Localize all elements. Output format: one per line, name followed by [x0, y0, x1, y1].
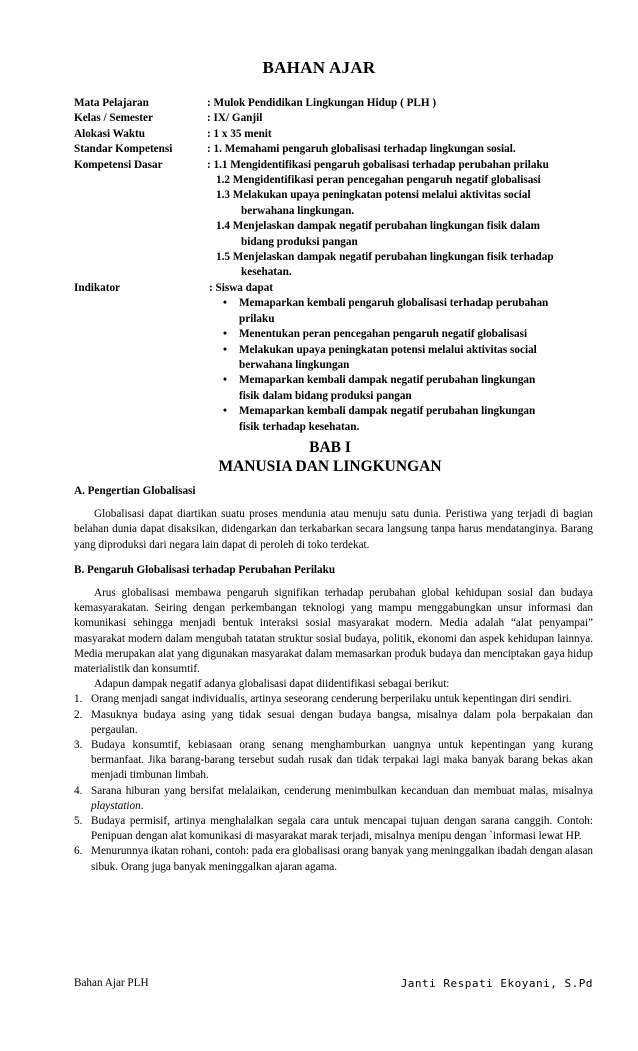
item-text: Masuknya budaya asing yang tidak sesuai dengan budaya bangsa, misalnya dalam pola berpakaian dan pergaulan.	[91, 708, 593, 736]
indikator-text: • Melakukan upaya peningkatan potensi melalui aktivitas social	[239, 343, 537, 356]
meta-value	[207, 281, 594, 435]
kd-line: bidang produksi pangan	[241, 235, 358, 248]
meta-row-indikator	[74, 281, 594, 435]
item-number: 2.	[74, 708, 83, 721]
item-number: 3.	[74, 739, 83, 752]
kd-line: kesehatan.	[241, 266, 292, 279]
meta-row-kelas	[74, 111, 594, 126]
list-item	[74, 784, 593, 814]
list-item	[74, 738, 593, 784]
meta-value: : 1. Memahami pengaruh globalisasi terhadap lingkungan sosial.	[207, 143, 516, 156]
meta-label: Mata Pelajaran	[74, 97, 149, 109]
meta-label: Kelas / Semester	[74, 112, 153, 125]
list-item	[74, 844, 593, 874]
indikator-text: • Memaparkan kembali dampak negatif perubahan lingkungan	[239, 405, 536, 418]
section-b-paragraph: Arus globalisasi membawa pengaruh signifikan terhadap perubahan global kehidupan sosial dan budaya kemasyarakatan. Seiring dengan perkembangan teknologi yang mampu menggabungkan unsur informasi dan komunikasi sehingga menjadi bentuk interaksi sosial masyarakat modern. Media adalah “alat penyampai” masyarakat modern dalam mengubah tatatan struktur sosial budaya, politik, ekonomi dan aspek kehidupan lainnya. Media merupakan alat yang digunakan masyarakat dalam memasarkan produk budaya dan menciptakan gaya hidup materialistik dan konsumtif.	[74, 587, 593, 676]
meta-label: Kompetensi Dasar	[74, 158, 163, 171]
list-item	[219, 296, 594, 327]
indikator-intro: : Siswa dapat	[209, 281, 274, 294]
meta-row-standar-kompetensi	[74, 142, 594, 157]
meta-row-mata-pelajaran	[74, 96, 594, 111]
kd-line: berwahana lingkungan.	[241, 204, 355, 217]
meta-row-kompetensi-dasar	[74, 158, 594, 281]
list-item	[74, 708, 593, 738]
section-b-intro: Adapun dampak negatif adanya globalisasi dapat diidentifikasi sebagai berikut:	[94, 678, 450, 691]
section-a-heading: A. Pengertian Globalisasi	[74, 485, 196, 497]
indikator-text: fisik terhadap kesehatan.	[239, 420, 360, 433]
chapter-number: BAB I	[309, 439, 351, 456]
item-number: 4.	[74, 784, 83, 797]
meta-label: Indikator	[74, 281, 121, 294]
item-emphasis: playstation	[91, 799, 141, 812]
meta-value: : 1 x 35 menit	[207, 127, 272, 140]
list-item	[219, 373, 594, 404]
section-a-paragraph: Globalisasi dapat diartikan suatu proses mendunia atau menuju satu dunia. Peristiwa yang terjadi di bagian belahan dunia dapat disaksikan, didengarkan dan terkabarkan secara langsung tanpa harus mendatanginya. Barang yang diproduksi dari negara lain dapat di peroleh di toko terdekat.	[74, 508, 593, 551]
chapter-heading	[0, 438, 638, 476]
chapter-title: MANUSIA DAN LINGKUNGAN	[218, 458, 442, 475]
kd-line: 1.3 Melakukan upaya peningkatan potensi melalui aktivitas social	[216, 189, 531, 202]
kd-line: : 1.1 Mengidentifikasi pengaruh gobalisasi terhadap perubahan prilaku	[207, 158, 549, 171]
item-text: Sarana hiburan yang bersifat melalaikan, cenderung menimbulkan kecanduan dan membuat malas, misalnya	[91, 784, 593, 797]
meta-value: : Mulok Pendidikan Lingkungan Hidup ( PLH )	[207, 97, 437, 109]
item-text: Menurunnya ikatan rohani, contoh: pada era globalisasi orang banyak yang meninggalkan ibadah dengan alasan sibuk. Orang juga banyak meninggalkan ajaran agama.	[91, 845, 593, 873]
footer-author: Janti Respati Ekoyani, S.Pd	[400, 977, 593, 990]
kd-line: 1.2 Mengidentifikasi peran pencegahan pengaruh negatif globalisasi	[216, 174, 541, 187]
indikator-text: prilaku	[239, 312, 275, 325]
indikator-text: fisik dalam bidang produksi pangan	[239, 389, 412, 402]
indikator-text: • Memaparkan kembali pengaruh globalisasi terhadap perubahan	[239, 297, 549, 310]
kd-line: 1.5 Menjelaskan dampak negatif perubahan lingkungan fisik terhadap	[216, 251, 554, 264]
section-b-heading: B. Pengaruh Globalisasi terhadap Perubahan Perilaku	[74, 563, 336, 576]
item-text: Orang menjadi sangat individualis, artinya seseorang cenderung berperilaku untuk kepentingan diri sendiri.	[91, 693, 572, 706]
page-title: BAHAN AJAR	[262, 58, 376, 77]
kd-line: 1.4 Menjelaskan dampak negatif perubahan lingkungan fisik dalam	[216, 220, 540, 233]
meta-row-alokasi	[74, 127, 594, 142]
list-item	[74, 814, 593, 844]
meta-label: Standar Kompetensi	[74, 143, 173, 156]
list-item	[219, 327, 594, 342]
dampak-negatif-list	[74, 692, 593, 874]
meta-label: Alokasi Waktu	[74, 127, 145, 140]
indikator-list	[207, 296, 594, 435]
lesson-meta	[74, 96, 594, 435]
list-item	[219, 343, 594, 374]
meta-value: : IX/ Ganjil	[207, 112, 263, 125]
document-body	[74, 484, 593, 875]
item-number: 5.	[74, 815, 83, 828]
item-text: .	[140, 799, 144, 812]
indikator-text: • Menentukan peran pencegahan pengaruh negatif globalisasi	[239, 328, 528, 341]
item-text: Budaya konsumtif, kebiasaan orang senang menghamburkan uangnya untuk kepentingan yang kurang bermanfaat. Jika barang-barang tersebut sudah rusak dan tidak terpakai lagi maka banyak barang bekas akan menjadi timbunan limbah.	[91, 739, 593, 782]
item-number: 1.	[74, 693, 83, 706]
indikator-text: • Memaparkan kembali dampak negatif perubahan lingkungan	[239, 374, 536, 387]
footer-left: Bahan Ajar PLH	[74, 977, 149, 989]
indikator-text: berwahana lingkungan	[239, 358, 350, 371]
item-number: 6.	[74, 845, 83, 858]
item-text: Budaya permisif, artinya menghalalkan segala cara untuk mencapai tujuan dengan sarana canggih. Contoh: Penipuan dengan alat komunikasi di masyarakat marak terjadi, misalnya menipu dengan `informasi lewat HP.	[91, 815, 593, 843]
meta-value	[207, 158, 594, 281]
list-item	[74, 692, 593, 707]
list-item	[219, 404, 594, 435]
